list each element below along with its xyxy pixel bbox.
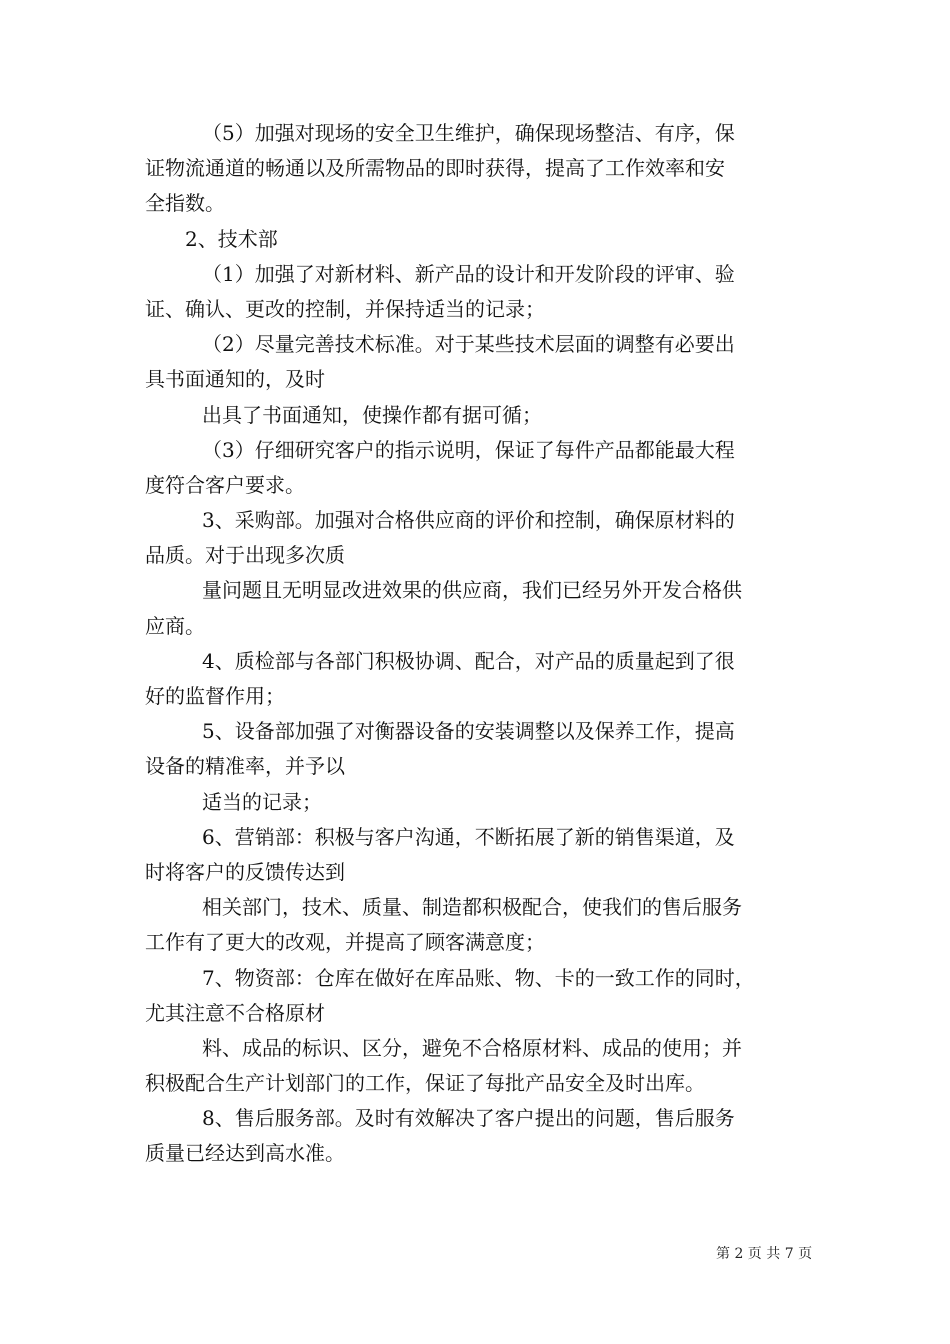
text-line: 料、成品的标识、区分，避免不合格原材料、成品的使用；并 — [202, 1035, 742, 1060]
text-line: 适当的记录； — [202, 789, 322, 814]
text-line: 4、质检部与各部门积极协调、配合，对产品的质量起到了很 — [202, 648, 735, 673]
text-line: 积极配合生产计划部门的工作，保证了每批产品安全及时出库。 — [145, 1071, 705, 1096]
text-line: （2）尽量完善技术标准。对于某些技术层面的调整有必要出 — [202, 332, 735, 357]
text-line: 3、采购部。加强对合格供应商的评价和控制，确保原材料的 — [202, 508, 735, 533]
text-line: 6、营销部：积极与客户沟通，不断拓展了新的销售渠道，及 — [202, 824, 735, 849]
text-line: 应商。 — [145, 613, 205, 638]
text-line: 具书面通知的，及时 — [145, 367, 325, 392]
text-line: 品质。对于出现多次质 — [145, 543, 345, 568]
text-line: 时将客户的反馈传达到 — [145, 859, 345, 884]
text-line: 设备的精准率，并予以 — [145, 754, 345, 779]
text-line: 度符合客户要求。 — [145, 472, 305, 497]
text-line: 全指数。 — [145, 191, 225, 216]
text-line: 尤其注意不合格原材 — [145, 1000, 325, 1025]
text-line: 7、物资部：仓库在做好在库品账、物、卡的一致工作的同时， — [202, 965, 755, 990]
text-line: 量问题且无明显改进效果的供应商，我们已经另外开发合格供 — [202, 578, 742, 603]
text-line: 好的监督作用； — [145, 684, 285, 708]
text-line: 工作有了更大的改观，并提高了顾客满意度； — [145, 930, 545, 955]
text-line: （5）加强对现场的安全卫生维护，确保现场整洁、有序，保 — [202, 121, 735, 145]
text-line: 质量已经达到高水准。 — [145, 1141, 345, 1166]
text-line: 证物流通道的畅通以及所需物品的即时获得，提高了工作效率和安 — [145, 156, 725, 181]
text-line: 8、售后服务部。及时有效解决了客户提出的问题，售后服务 — [202, 1106, 735, 1131]
text-line: 相关部门，技术、质量、制造都积极配合，使我们的售后服务 — [202, 895, 742, 920]
text-line: （1）加强了对新材料、新产品的设计和开发阶段的评审、验 — [202, 261, 735, 286]
document-body — [145, 116, 807, 1172]
text-line: （3）仔细研究客户的指示说明，保证了每件产品都能最大程 — [202, 437, 735, 462]
page-number: 第 2 页 共 7 页 — [716, 1246, 813, 1262]
text-line: 证、确认、更改的控制，并保持适当的记录； — [145, 296, 545, 321]
text-line: 5、设备部加强了对衡器设备的安装调整以及保养工作，提高 — [202, 719, 735, 744]
section-heading: 2、技术部 — [185, 226, 278, 251]
text-line: 出具了书面通知，使操作都有据可循； — [202, 402, 542, 427]
